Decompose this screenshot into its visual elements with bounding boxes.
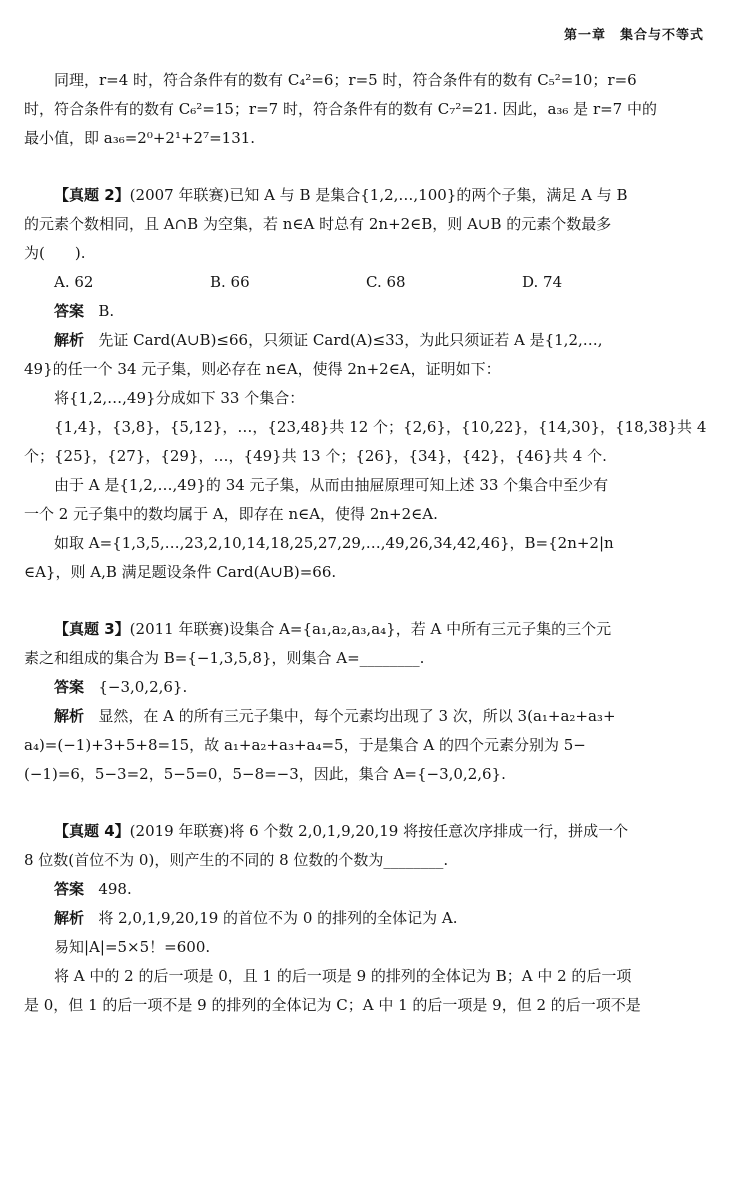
- q3-tag: 【真题 3】: [54, 620, 130, 638]
- q2-analysis-line: ∈A}，则 A,B 满足题设条件 Card(A∪B)=66.: [24, 563, 337, 581]
- q2-analysis-line: 49}的任一个 34 元子集，则必存在 n∈A，使得 2n+2∈A，证明如下：: [24, 360, 501, 378]
- running-header: [564, 24, 704, 43]
- answer-label: 答案: [54, 880, 85, 898]
- q4-stem-line: 8 位数(首位不为 0)，则产生的不同的 8 位数的个数为________.: [24, 851, 449, 869]
- analysis-label: 解析: [54, 331, 85, 349]
- q4-analysis-line: 是 0，但 1 的后一项不是 9 的排列的全体记为 C；A 中 1 的后一项是 9，但 2 的后一项不是: [24, 996, 641, 1014]
- answer-label: 答案: [54, 302, 85, 320]
- q2-analysis-line: 一个 2 元子集中的数均属于 A，即存在 n∈A，使得 2n+2∈A.: [24, 505, 438, 523]
- q2-analysis-line: 将{1,2,…,49}分成如下 33 个集合：: [54, 389, 305, 407]
- q2-stem-line: 为( ).: [24, 244, 86, 262]
- q2-analysis-line: [24, 326, 716, 355]
- q3-analysis-text: 显然，在 A 的所有三元子集中，每个元素均出现了 3 次，所以 3(a₁+a₂+a₃+: [98, 707, 616, 725]
- q4-stem-line: [24, 817, 716, 846]
- q2-stem-line: 的元素个数相同，且 A∩B 为空集，若 n∈A 时总有 2n+2∈B，则 A∪B 的元素个数最多: [24, 215, 612, 233]
- q4-tag: 【真题 4】: [54, 822, 130, 840]
- q3-analysis-line: a₄)=(−1)+3+5+8=15，故 a₁+a₂+a₃+a₄=5，于是集合 A 的四个元素分别为 5−: [24, 736, 586, 754]
- q4-answer-value: 498.: [98, 880, 132, 898]
- q3-stem-line: 素之和组成的集合为 B={−1,3,5,8}，则集合 A=________.: [24, 649, 425, 667]
- chapter-title: 集合与不等式: [619, 28, 704, 43]
- q3-analysis-line: [24, 702, 716, 731]
- q3-analysis-line: (−1)=6，5−3=2，5−5=0，5−8=−3，因此，集合 A={−3,0,2,6}.: [24, 765, 506, 783]
- q2-option-c: C. 68: [366, 273, 406, 291]
- analysis-label: 解析: [54, 707, 85, 725]
- q2-answer-value: B.: [98, 302, 115, 320]
- intro-line: 同理，r=4 时，符合条件有的数有 C₄²=6；r=5 时，符合条件有的数有 C₅²=10；r=6: [54, 71, 637, 89]
- q3-stem-text: (2011 年联赛)设集合 A={a₁,a₂,a₃,a₄}，若 A 中所有三元子集的三个元: [129, 620, 612, 638]
- q2-answer: [24, 297, 716, 326]
- q2-stem-line: [24, 181, 716, 210]
- q3-stem-line: [24, 615, 716, 644]
- page-content: [24, 66, 716, 1020]
- q2-stem-text: (2007 年联赛)已知 A 与 B 是集合{1,2,…,100}的两个子集，满足 A 与 B: [129, 186, 628, 204]
- q2-option-b: B. 66: [210, 273, 250, 291]
- q4-analysis-line: 将 A 中的 2 的后一项是 0，且 1 的后一项是 9 的排列的全体记为 B；A 中 2 的后一项: [54, 967, 632, 985]
- q4-analysis-line: [24, 904, 716, 933]
- q4-answer: [24, 875, 716, 904]
- q4-stem-text: (2019 年联赛)将 6 个数 2,0,1,9,20,19 将按任意次序排成一行，拼成一个: [129, 822, 629, 840]
- q2-option-d: D. 74: [522, 273, 563, 291]
- q2-analysis-line: {1,4}，{3,8}，{5,12}，…，{23,48}共 12 个；{2,6}，{10,22}，{14,30}，{18,38}共 4: [54, 418, 707, 436]
- q4-analysis-line: 易知|A|=5×5！=600.: [54, 938, 211, 956]
- q2-analysis-line: 个；{25}，{27}，{29}，…，{49}共 13 个；{26}，{34}，{42}，{46}共 4 个.: [24, 447, 607, 465]
- q4-analysis-text: 将 2,0,1,9,20,19 的首位不为 0 的排列的全体记为 A.: [98, 909, 458, 927]
- q2-analysis-text: 先证 Card(A∪B)≤66，只须证 Card(A)≤33，为此只须证若 A 是{1,2,…,: [98, 331, 603, 349]
- q3-answer-value: {−3,0,2,6}.: [98, 678, 188, 696]
- q3-answer: [24, 673, 716, 702]
- q2-option-a: A. 62: [54, 273, 94, 291]
- intro-line: 时，符合条件有的数有 C₆²=15；r=7 时，符合条件有的数有 C₇²=21. 因此，a₃₆ 是 r=7 中的: [24, 100, 657, 118]
- q2-options: [24, 268, 716, 297]
- q2-analysis-line: 由于 A 是{1,2,…,49}的 34 元子集，从而由抽屉原理可知上述 33 个集合中至少有: [54, 476, 609, 494]
- q2-tag: 【真题 2】: [54, 186, 130, 204]
- answer-label: 答案: [54, 678, 85, 696]
- chapter-number: 第一章: [563, 28, 606, 43]
- q2-analysis-line: 如取 A={1,3,5,…,23,2,10,14,18,25,27,29,…,49,26,34,42,46}，B={2n+2|n: [54, 534, 614, 552]
- analysis-label: 解析: [54, 909, 85, 927]
- intro-line: 最小值，即 a₃₆=2⁰+2¹+2⁷=131.: [24, 129, 256, 147]
